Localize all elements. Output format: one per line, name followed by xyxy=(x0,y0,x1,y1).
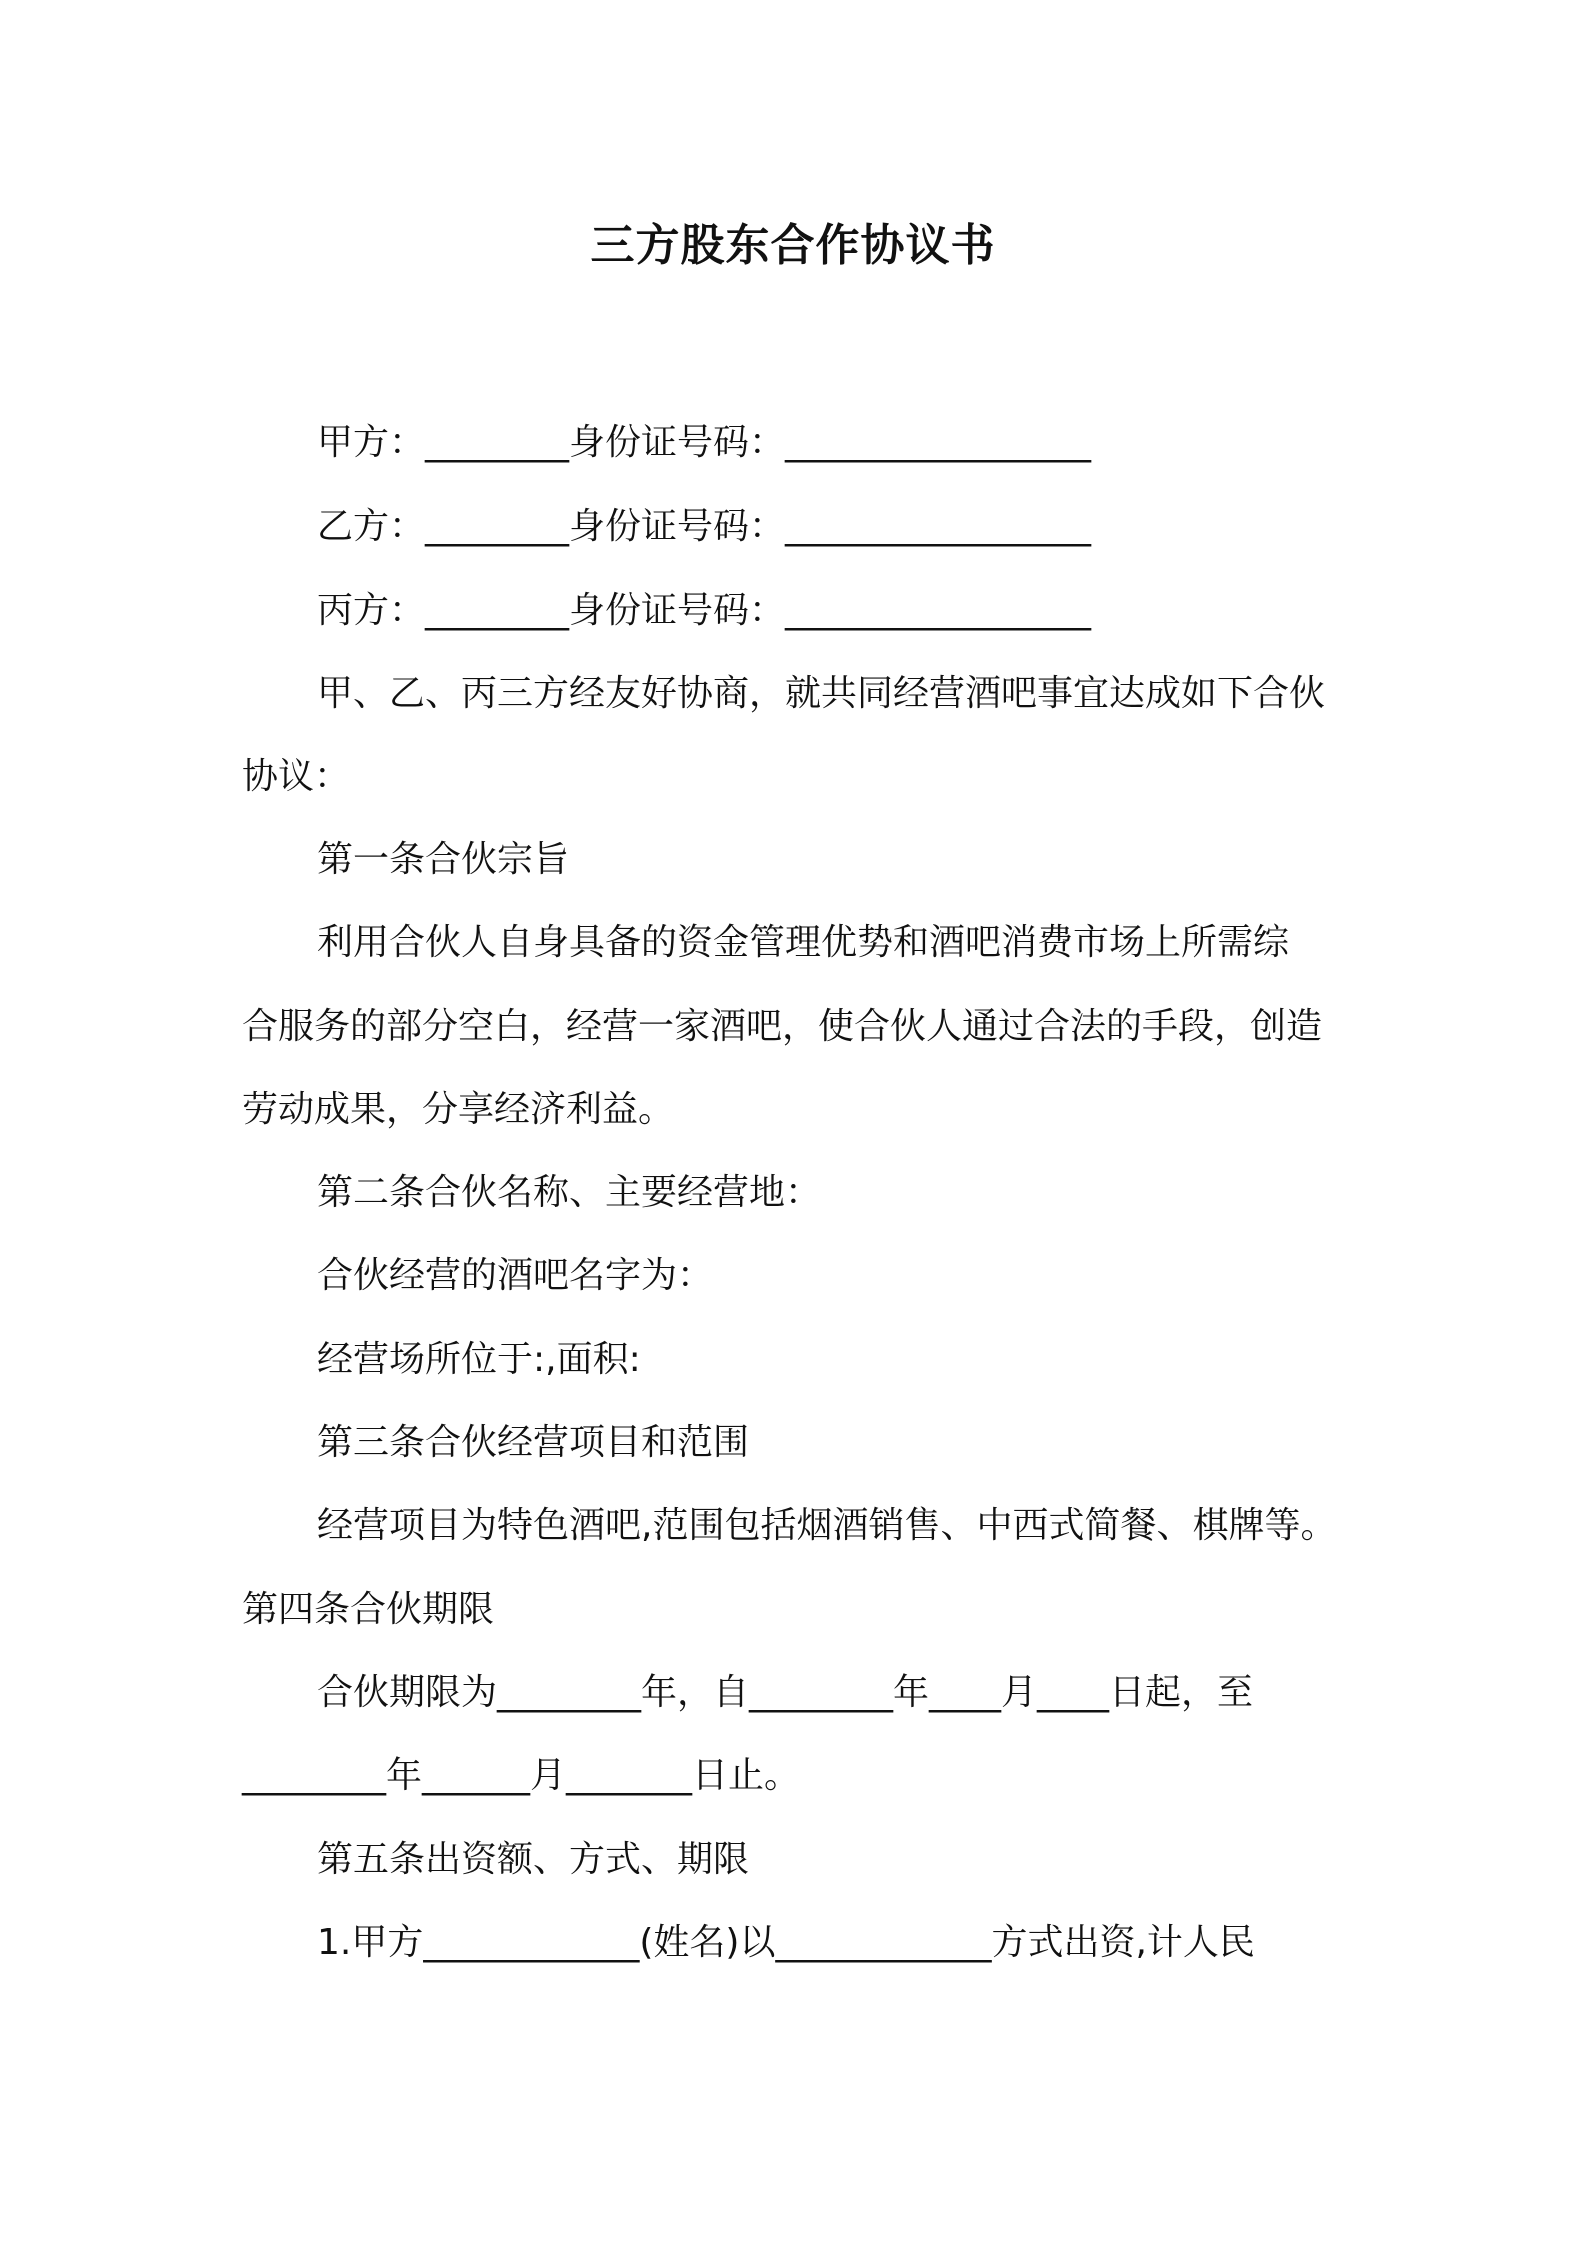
party-b-line: 乙方：________身份证号码：_________________ xyxy=(317,506,1092,547)
article-3-heading: 第三条合伙经营项目和范围 xyxy=(317,1422,750,1463)
agreement-intro-line-2: 协议： xyxy=(242,756,351,797)
article-1-body-line-2: 合服务的部分空白，经营一家酒吧，使合伙人通过合法的手段，创造 xyxy=(242,1006,1323,1047)
article-5-heading: 第五条出资额、方式、期限 xyxy=(317,1839,750,1880)
article-1-body-line-1: 利用合伙人自身具备的资金管理优势和酒吧消费市场上所需综 xyxy=(317,922,1290,963)
agreement-intro-line-1: 甲、乙、丙三方经友好协商，就共同经营酒吧事宜达成如下合伙 xyxy=(317,673,1326,714)
document-title: 三方股东合作协议书 xyxy=(590,220,996,271)
article-2-heading: 第二条合伙名称、主要经营地： xyxy=(317,1172,822,1213)
article-4-body-line-1: 合伙期限为________年，自________年____月____日起，至 xyxy=(317,1672,1254,1713)
article-3-body-line: 经营项目为特色酒吧,范围包括烟酒销售、中西式简餐、棋牌等。 xyxy=(317,1505,1337,1546)
article-1-body-line-3: 劳动成果，分享经济利益。 xyxy=(242,1089,675,1130)
article-5-body-line-1: 1.甲方____________(姓名)以____________方式出资,计人民 xyxy=(317,1922,1255,1963)
article-4-body-line-2: ________年______月_______日止。 xyxy=(242,1755,801,1796)
article-1-heading: 第一条合伙宗旨 xyxy=(317,839,570,880)
article-2-name-line: 合伙经营的酒吧名字为： xyxy=(317,1255,714,1296)
article-2-location-line: 经营场所位于:,面积: xyxy=(317,1339,641,1380)
article-4-heading: 第四条合伙期限 xyxy=(242,1589,495,1630)
party-a-line: 甲方：________身份证号码：_________________ xyxy=(317,422,1092,463)
party-c-line: 丙方：________身份证号码：_________________ xyxy=(317,590,1092,631)
